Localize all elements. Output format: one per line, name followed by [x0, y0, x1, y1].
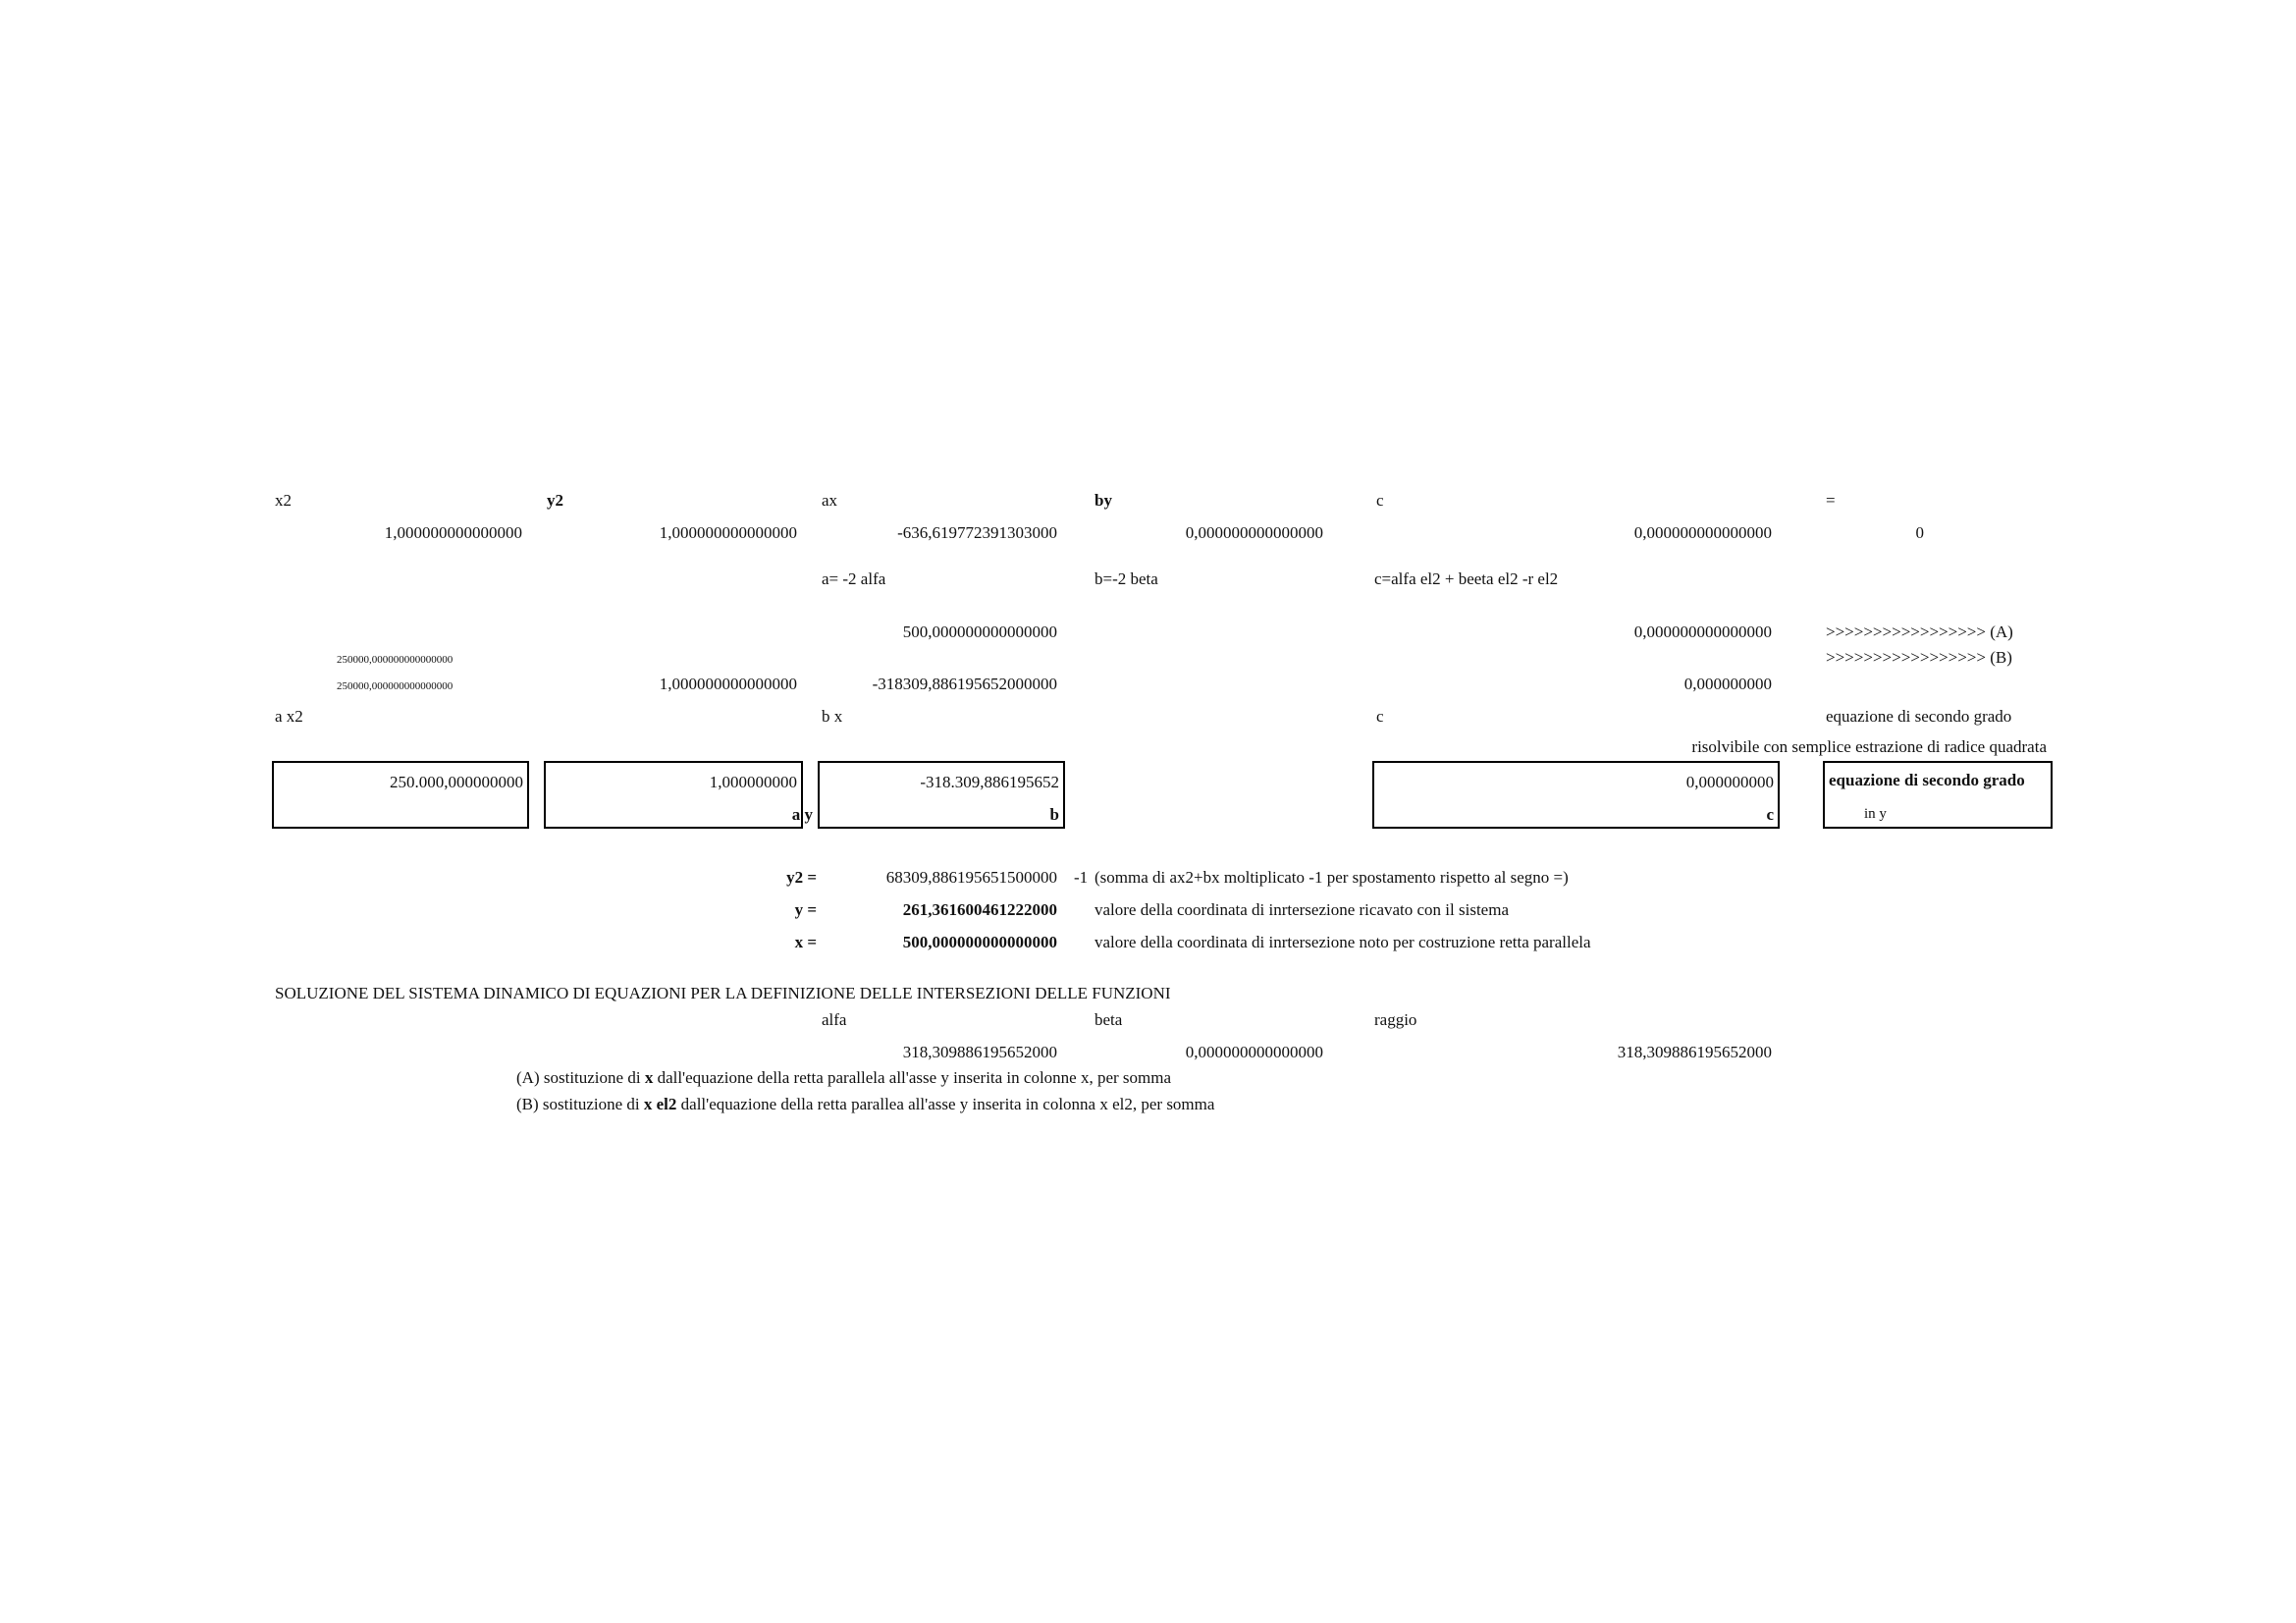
formula-c: c=alfa el2 + beeta el2 -r el2: [1374, 569, 1559, 588]
label-solvable: risolvibile con semplice estrazione di radice quadrata: [1691, 737, 2047, 756]
box-ay-label: a y: [791, 805, 813, 824]
row3-small-value-2: 250000,000000000000000: [337, 680, 454, 692]
header-equals: =: [1826, 491, 1836, 510]
box-b-label: b: [1049, 805, 1059, 824]
row3-c-value: 0,000000000: [1683, 675, 1772, 693]
header-by: by: [1095, 491, 1112, 510]
note-a-tag: (A): [516, 1068, 540, 1087]
note-b-tag: (B): [516, 1095, 539, 1113]
box-equation-type: [1823, 761, 2053, 829]
box-c-coefficient: [1372, 761, 1780, 829]
row2-c-value: 0,000000000000000: [1633, 622, 1772, 641]
header-c: c: [1376, 491, 1384, 510]
solution-raggio-header: raggio: [1374, 1010, 1417, 1029]
row1-y2-value: 1,000000000000000: [659, 523, 797, 542]
result-x-label: x =: [794, 933, 817, 951]
box-b-value: -318.309,886195652: [920, 773, 1059, 791]
result-y2-label: y2 =: [786, 868, 817, 887]
formula-b: b=-2 beta: [1095, 569, 1158, 588]
note-a-text-1: sostituzione di: [543, 1068, 641, 1087]
header-y2: y2: [547, 491, 563, 510]
row3-small-value-1: 250000,000000000000000: [337, 654, 454, 666]
result-y2-value: 68309,886195651500000: [885, 868, 1057, 887]
header-x2: x2: [275, 491, 292, 510]
result-y-note: valore della coordinata di inrtersezione ricavato con il sistema: [1095, 900, 1509, 919]
result-y2-multiplier: -1: [1074, 868, 1089, 887]
row1-c-value: 0,000000000000000: [1633, 523, 1772, 542]
result-x-note: valore della coordinata di inrtersezione noto per costruzione retta parallela: [1095, 933, 1591, 951]
solution-title: SOLUZIONE DEL SISTEMA DINAMICO DI EQUAZIONI PER LA DEFINIZIONE DELLE INTERSEZIONI DELLE FUNZIONI: [275, 984, 1171, 1002]
box-a-value: 250.000,000000000: [390, 773, 523, 791]
box-ay-value: 1,000000000: [709, 773, 797, 791]
row2-ax-value: 500,000000000000000: [902, 622, 1057, 641]
solution-raggio-value: 318,309886195652000: [1617, 1043, 1772, 1061]
row1-ax-value: -636,619772391303000: [897, 523, 1057, 542]
result-x-value: 500,000000000000000: [902, 933, 1057, 951]
note-b-text-2: dall'equazione della retta parallea all'asse y inserita in colonna x el2, per somma: [680, 1095, 1215, 1113]
box-c-value: 0,000000000: [1685, 773, 1774, 791]
row1-equals-value: 0: [1915, 523, 1924, 542]
box-a-coefficient: [272, 761, 529, 829]
note-b: [516, 1095, 1214, 1114]
row1-by-value: 0,000000000000000: [1185, 523, 1323, 542]
box-c-label: c: [1766, 805, 1774, 824]
note-b-x: x el2: [643, 1095, 677, 1113]
formula-a: a= -2 alfa: [822, 569, 886, 588]
note-a-text-2: dall'equazione della retta parallela all'asse y inserita in colonne x, per somma: [657, 1068, 1172, 1087]
box-equation-title: equazione di secondo grado: [1829, 771, 2025, 789]
solution-beta-value: 0,000000000000000: [1185, 1043, 1323, 1061]
solution-alfa-value: 318,309886195652000: [902, 1043, 1057, 1061]
note-b-text-1: sostituzione di: [542, 1095, 640, 1113]
arrow-b: >>>>>>>>>>>>>>>>> (B): [1826, 648, 2012, 667]
result-y2-note: (somma di ax2+bx moltiplicato -1 per spostamento rispetto al segno =): [1095, 868, 1569, 887]
row3-bx-value: -318309,886195652000000: [872, 675, 1057, 693]
row3-y2-value: 1,000000000000000: [659, 675, 797, 693]
arrow-a: >>>>>>>>>>>>>>>>> (A): [1826, 622, 2013, 641]
note-a: [516, 1068, 1171, 1088]
box-b-coefficient: [818, 761, 1065, 829]
label-second-degree: equazione di secondo grado: [1826, 707, 2012, 726]
label-ax2: a x2: [275, 707, 303, 726]
box-ay-coefficient: [544, 761, 813, 829]
row1-x2-value: 1,000000000000000: [384, 523, 522, 542]
box-equation-sub: in y: [1864, 806, 1887, 822]
label-bx: b x: [822, 707, 843, 726]
note-a-x: x: [644, 1068, 654, 1087]
result-y-value: 261,361600461222000: [902, 900, 1057, 919]
result-y-label: y =: [794, 900, 817, 919]
solution-beta-header: beta: [1095, 1010, 1123, 1029]
label-c: c: [1376, 707, 1384, 726]
solution-alfa-header: alfa: [822, 1010, 847, 1029]
header-ax: ax: [822, 491, 838, 510]
